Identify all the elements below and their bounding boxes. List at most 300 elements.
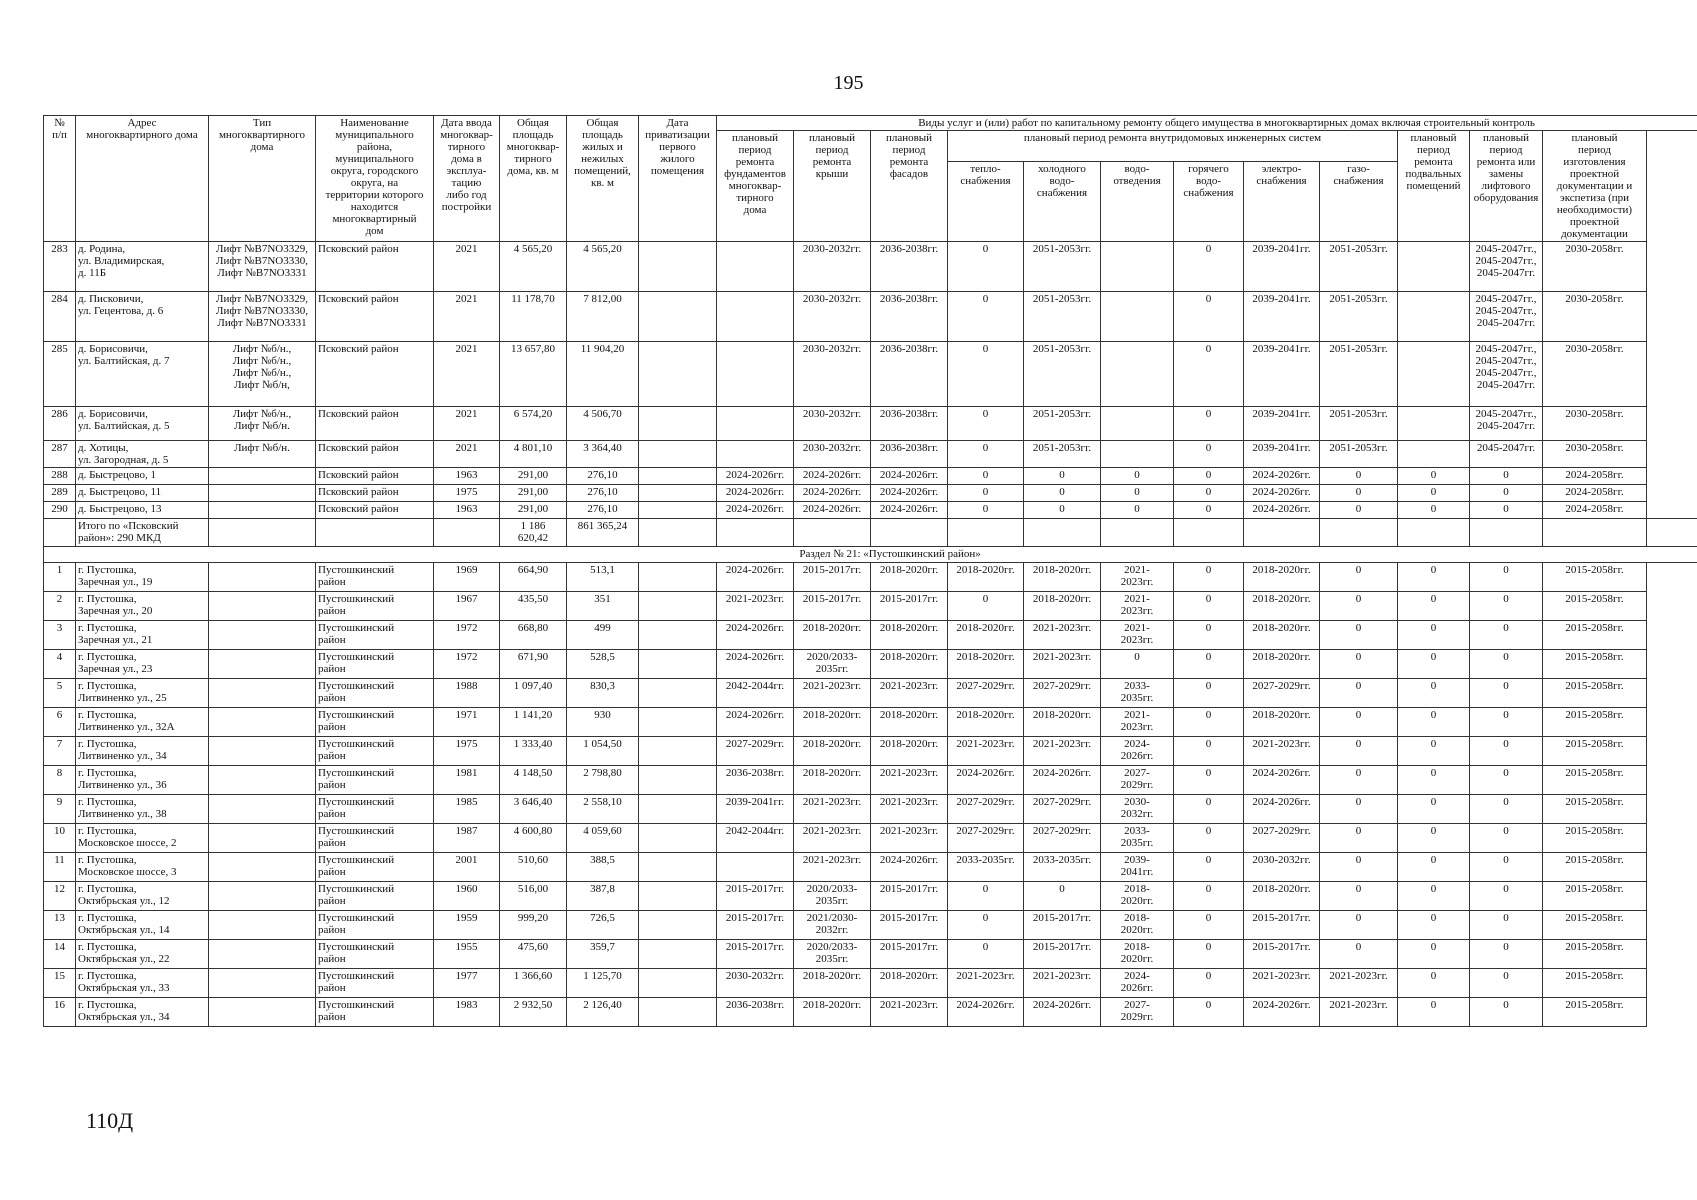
cell-sewer: [1101, 441, 1174, 468]
cell-district: Пустошкинский район: [316, 592, 434, 621]
cell-gas: 0: [1320, 737, 1398, 766]
cell-heat: 2018-2020гг.: [948, 563, 1024, 592]
cell-address: д. Хотицы, ул. Загородная, д. 5: [76, 441, 209, 468]
cell-privatization: [639, 468, 717, 485]
col-header-hot-water: горячего водо- снабжения: [1174, 161, 1244, 241]
cell-design-docs: 2024-2058гг.: [1543, 468, 1647, 485]
cell-house-type: [209, 650, 316, 679]
table-row: [44, 766, 1697, 795]
cell-year: 1985: [434, 795, 500, 824]
cell-district: Пустошкинский район: [316, 563, 434, 592]
cell-roof: 2020/2033- 2035гг.: [794, 650, 871, 679]
cell-district: Пустошкинский район: [316, 853, 434, 882]
cell-sewer: 2021- 2023гг.: [1101, 563, 1174, 592]
cell-foundation: 2024-2026гг.: [717, 468, 794, 485]
cell-roof: 2018-2020гг.: [794, 998, 871, 1027]
col-header-elevator: плановый период ремонта или замены лифтового оборудования: [1470, 131, 1543, 242]
cell-foundation: [717, 292, 794, 342]
cell-gas: 2021-2023гг.: [1320, 998, 1398, 1027]
cell-gas: 0: [1320, 485, 1398, 502]
cell-electric: 2018-2020гг.: [1244, 708, 1320, 737]
total-row: [44, 519, 1697, 547]
cell-number: 286: [44, 407, 76, 441]
cell-privatization: [639, 853, 717, 882]
cell-sewer: 2033- 2035гг.: [1101, 824, 1174, 853]
cell-heat: 0: [948, 485, 1024, 502]
cell-elevator: 0: [1470, 940, 1543, 969]
cell-design-docs: 2024-2058гг.: [1543, 485, 1647, 502]
cell-gas: 0: [1320, 679, 1398, 708]
cell-cold-water: 2033-2035гг.: [1024, 853, 1101, 882]
cell-area-living: 4 059,60: [567, 824, 639, 853]
cell-privatization: [639, 708, 717, 737]
cell-house-type: [209, 563, 316, 592]
cell-basement: 0: [1398, 766, 1470, 795]
table-row: [44, 468, 1697, 485]
cell-facade: 2018-2020гг.: [871, 650, 948, 679]
cell-area-living: 4 506,70: [567, 407, 639, 441]
cell-district: Псковский район: [316, 441, 434, 468]
cell-privatization: [639, 824, 717, 853]
cell-design-docs: 2015-2058гг.: [1543, 737, 1647, 766]
cell-number: 11: [44, 853, 76, 882]
cell-sewer: [1101, 292, 1174, 342]
cell-facade: 2021-2023гг.: [871, 824, 948, 853]
cell-design-docs: 2015-2058гг.: [1543, 563, 1647, 592]
cell-design-docs: 2015-2058гг.: [1543, 940, 1647, 969]
cell-gas: 0: [1320, 766, 1398, 795]
cell-electric: 2024-2026гг.: [1244, 468, 1320, 485]
cell-facade: 2036-2038гг.: [871, 407, 948, 441]
cell-area-living: 1 054,50: [567, 737, 639, 766]
cell-address: г. Пустошка, Октябрьская ул., 12: [76, 882, 209, 911]
cell-electric: 2018-2020гг.: [1244, 621, 1320, 650]
cell-gas: 0: [1320, 882, 1398, 911]
cell-address: д. Быстрецово, 11: [76, 485, 209, 502]
cell-roof: 2030-2032гг.: [794, 407, 871, 441]
cell-cold-water: 2051-2053гг.: [1024, 407, 1101, 441]
cell-facade: 2021-2023гг.: [871, 795, 948, 824]
cell-elevator: 0: [1470, 853, 1543, 882]
cell-elevator: 2045-2047гг.: [1470, 441, 1543, 468]
cell-hot-water: 0: [1174, 795, 1244, 824]
cell-facade: 2036-2038гг.: [871, 292, 948, 342]
cell-year: 2001: [434, 853, 500, 882]
cell-address: г. Пустошка, Литвиненко ул., 36: [76, 766, 209, 795]
cell-foundation: 2024-2026гг.: [717, 563, 794, 592]
col-header-area-living: Общая площадь жилых и нежилых помещений, кв. м: [567, 116, 639, 242]
pskov-rows: [44, 242, 1697, 519]
cell-area-living: 4 565,20: [567, 242, 639, 292]
cell-roof: 2018-2020гг.: [794, 766, 871, 795]
cell-area-total: 4 801,10: [500, 441, 567, 468]
cell-hot-water: 0: [1174, 592, 1244, 621]
cell-number: 3: [44, 621, 76, 650]
col-header-cold-water: холодного водо- снабжения: [1024, 161, 1101, 241]
cell-number: 1: [44, 563, 76, 592]
cell-year: 1983: [434, 998, 500, 1027]
cell-cold-water: 2021-2023гг.: [1024, 650, 1101, 679]
col-header-year: Дата ввода многоквар- тирного дома в эксплуа- тацию либо год постройки: [434, 116, 500, 242]
cell-heat: 2018-2020гг.: [948, 650, 1024, 679]
cell-year: 1977: [434, 969, 500, 998]
cell-privatization: [639, 998, 717, 1027]
cell-design-docs: 2015-2058гг.: [1543, 679, 1647, 708]
cell-gas: 0: [1320, 853, 1398, 882]
cell-facade: 2021-2023гг.: [871, 679, 948, 708]
cell-elevator: 0: [1470, 737, 1543, 766]
cell-district: Псковский район: [316, 407, 434, 441]
cell-house-type: Лифт №б/н., Лифт №б/н.: [209, 407, 316, 441]
cell-area-living: 930: [567, 708, 639, 737]
col-header-basement: плановый период ремонта подвальных помещений: [1398, 131, 1470, 242]
cell-design-docs: 2015-2058гг.: [1543, 650, 1647, 679]
cell-basement: [1398, 407, 1470, 441]
cell-hot-water: 0: [1174, 621, 1244, 650]
cell-district: Пустошкинский район: [316, 824, 434, 853]
cell-privatization: [639, 766, 717, 795]
cell-privatization: [639, 969, 717, 998]
cell-foundation: 2039-2041гг.: [717, 795, 794, 824]
cell-area-total: 4 148,50: [500, 766, 567, 795]
cell-area-total: 6 574,20: [500, 407, 567, 441]
cell-elevator: 0: [1470, 485, 1543, 502]
cell-foundation: 2015-2017гг.: [717, 882, 794, 911]
table-row: [44, 969, 1697, 998]
cell-cold-water: 0: [1024, 502, 1101, 519]
col-header-district: Наименование муниципального района, муниципального округа, городского округа, на территории которого находится многоквартирный дом: [316, 116, 434, 242]
cell-facade: 2024-2026гг.: [871, 853, 948, 882]
cell-hot-water: 0: [1174, 485, 1244, 502]
cell-house-type: Лифт №B7NO3329, Лифт №B7NO3330, Лифт №B7NO3331: [209, 292, 316, 342]
cell-elevator: 2045-2047гг., 2045-2047гг.: [1470, 407, 1543, 441]
cell-electric: 2015-2017гг.: [1244, 911, 1320, 940]
cell-year: 1981: [434, 766, 500, 795]
table-row: [44, 882, 1697, 911]
cell-electric: 2027-2029гг.: [1244, 679, 1320, 708]
cell-hot-water: 0: [1174, 242, 1244, 292]
section-title: Раздел № 21: «Пустошкинский район»: [44, 547, 1697, 563]
cell-facade: 2015-2017гг.: [871, 911, 948, 940]
cell-area-total: 1 097,40: [500, 679, 567, 708]
cell-address: г. Пустошка, Заречная ул., 20: [76, 592, 209, 621]
cell-hot-water: 0: [1174, 342, 1244, 407]
pskov-total: [44, 519, 1697, 563]
cell-gas: 2051-2053гг.: [1320, 242, 1398, 292]
cell-design-docs: 2024-2058гг.: [1543, 502, 1647, 519]
cell-area-living: 7 812,00: [567, 292, 639, 342]
cell-elevator: 0: [1470, 502, 1543, 519]
col-header-sewer: водо- отведения: [1101, 161, 1174, 241]
cell-basement: 0: [1398, 485, 1470, 502]
cell-cold-water: 2024-2026гг.: [1024, 998, 1101, 1027]
cell-district: Пустошкинский район: [316, 650, 434, 679]
cell-address: г. Пустошка, Октябрьская ул., 34: [76, 998, 209, 1027]
cell-design-docs: 2015-2058гг.: [1543, 998, 1647, 1027]
cell-year: 1971: [434, 708, 500, 737]
cell-design-docs: 2030-2058гг.: [1543, 242, 1647, 292]
cell-house-type: [209, 766, 316, 795]
cell-area-total: 291,00: [500, 468, 567, 485]
cell-heat: 2033-2035гг.: [948, 853, 1024, 882]
cell-gas: 2051-2053гг.: [1320, 407, 1398, 441]
cell-district: Псковский район: [316, 485, 434, 502]
cell-elevator: 2045-2047гг., 2045-2047гг., 2045-2047гг., 2045-2047гг.: [1470, 342, 1543, 407]
cell-number: 290: [44, 502, 76, 519]
cell-basement: 0: [1398, 592, 1470, 621]
table-row: [44, 998, 1697, 1027]
cell-gas: 0: [1320, 502, 1398, 519]
cell-foundation: 2024-2026гг.: [717, 502, 794, 519]
cell-area-living: 2 558,10: [567, 795, 639, 824]
cell-elevator: 0: [1470, 563, 1543, 592]
cell-foundation: 2036-2038гг.: [717, 998, 794, 1027]
cell-heat: 2018-2020гг.: [948, 708, 1024, 737]
cell-electric: 2018-2020гг.: [1244, 882, 1320, 911]
cell-year: 1963: [434, 468, 500, 485]
cell-facade: 2018-2020гг.: [871, 621, 948, 650]
cell-heat: 0: [948, 292, 1024, 342]
cell-number: 10: [44, 824, 76, 853]
cell-elevator: 0: [1470, 969, 1543, 998]
cell-district: Пустошкинский район: [316, 766, 434, 795]
cell-number: 9: [44, 795, 76, 824]
cell-area-living: 830,3: [567, 679, 639, 708]
cell-cold-water: 2051-2053гг.: [1024, 441, 1101, 468]
cell-number: 2: [44, 592, 76, 621]
cell-area-total: 4 565,20: [500, 242, 567, 292]
cell-hot-water: 0: [1174, 679, 1244, 708]
col-header-electric: электро- снабжения: [1244, 161, 1320, 241]
cell-roof: 2018-2020гг.: [794, 737, 871, 766]
section-row: [44, 547, 1697, 563]
cell-house-type: [209, 621, 316, 650]
cell-design-docs: 2030-2058гг.: [1543, 407, 1647, 441]
footer-mark: 110Д: [86, 1108, 134, 1133]
cell-heat: 2024-2026гг.: [948, 766, 1024, 795]
cell-heat: 2024-2026гг.: [948, 998, 1024, 1027]
cell-cold-water: 2027-2029гг.: [1024, 824, 1101, 853]
cell-basement: 0: [1398, 911, 1470, 940]
cell-basement: 0: [1398, 940, 1470, 969]
cell-roof: 2030-2032гг.: [794, 292, 871, 342]
cell-area-total: 664,90: [500, 563, 567, 592]
cell-heat: 2018-2020гг.: [948, 621, 1024, 650]
cell-area-total: 1 333,40: [500, 737, 567, 766]
cell-electric: 2021-2023гг.: [1244, 737, 1320, 766]
cell-area-living: 528,5: [567, 650, 639, 679]
cell-number: 289: [44, 485, 76, 502]
cell-address: д. Быстрецово, 1: [76, 468, 209, 485]
cell-roof: 2024-2026гг.: [794, 468, 871, 485]
table-row: [44, 708, 1697, 737]
cell-hot-water: 0: [1174, 292, 1244, 342]
cell-elevator: 0: [1470, 621, 1543, 650]
cell-number: 284: [44, 292, 76, 342]
cell-privatization: [639, 940, 717, 969]
cell-area-living: 513,1: [567, 563, 639, 592]
cell-address: г. Пустошка, Октябрьская ул., 22: [76, 940, 209, 969]
cell-heat: 0: [948, 940, 1024, 969]
cell-roof: 2030-2032гг.: [794, 342, 871, 407]
cell-gas: 2051-2053гг.: [1320, 342, 1398, 407]
cell-roof: 2018-2020гг.: [794, 621, 871, 650]
cell-elevator: 0: [1470, 468, 1543, 485]
cell-house-type: [209, 737, 316, 766]
cell-heat: 0: [948, 441, 1024, 468]
cell-cold-water: 2021-2023гг.: [1024, 737, 1101, 766]
cell-electric: 2039-2041гг.: [1244, 342, 1320, 407]
cell-year: 2021: [434, 407, 500, 441]
cell-sewer: 2021- 2023гг.: [1101, 592, 1174, 621]
header-row-1: [44, 116, 1697, 131]
cell-facade: 2021-2023гг.: [871, 998, 948, 1027]
cell-basement: 0: [1398, 824, 1470, 853]
cell-roof: 2020/2033- 2035гг.: [794, 882, 871, 911]
cell-sewer: [1101, 342, 1174, 407]
cell-house-type: [209, 708, 316, 737]
cell-year: 1969: [434, 563, 500, 592]
cell-gas: 0: [1320, 650, 1398, 679]
cell-heat: 2021-2023гг.: [948, 969, 1024, 998]
cell-foundation: 2027-2029гг.: [717, 737, 794, 766]
cell-basement: 0: [1398, 502, 1470, 519]
cell-hot-water: 0: [1174, 998, 1244, 1027]
cell-electric: 2021-2023гг.: [1244, 969, 1320, 998]
cell-gas: 2051-2053гг.: [1320, 292, 1398, 342]
cell-elevator: 0: [1470, 998, 1543, 1027]
cell-hot-water: 0: [1174, 407, 1244, 441]
cell-area-total: 4 600,80: [500, 824, 567, 853]
cell-cold-water: 0: [1024, 882, 1101, 911]
cell-privatization: [639, 485, 717, 502]
cell-sewer: [1101, 242, 1174, 292]
cell-cold-water: 2015-2017гг.: [1024, 940, 1101, 969]
cell-design-docs: 2030-2058гг.: [1543, 342, 1647, 407]
cell-foundation: 2015-2017гг.: [717, 911, 794, 940]
cell-address: д. Писковичи, ул. Гецентова, д. 6: [76, 292, 209, 342]
cell-privatization: [639, 563, 717, 592]
cell-basement: 0: [1398, 468, 1470, 485]
table-row: [44, 502, 1697, 519]
cell-cold-water: 0: [1024, 468, 1101, 485]
cell-privatization: [639, 621, 717, 650]
table-row: [44, 911, 1697, 940]
cell-roof: 2020/2033- 2035гг.: [794, 940, 871, 969]
table-row: [44, 342, 1697, 407]
cell-electric: 2024-2026гг.: [1244, 766, 1320, 795]
cell-heat: 0: [948, 592, 1024, 621]
cell-electric: 2018-2020гг.: [1244, 563, 1320, 592]
cell-foundation: 2024-2026гг.: [717, 621, 794, 650]
cell-electric: 2018-2020гг.: [1244, 592, 1320, 621]
cell-roof: 2015-2017гг.: [794, 563, 871, 592]
cell-district: Пустошкинский район: [316, 998, 434, 1027]
cell-area-living: 2 126,40: [567, 998, 639, 1027]
cell-basement: 0: [1398, 708, 1470, 737]
cell-sewer: 2018- 2020гг.: [1101, 882, 1174, 911]
col-header-privatization: Дата приватизации первого жилого помещения: [639, 116, 717, 242]
cell-year: 1987: [434, 824, 500, 853]
cell-gas: 0: [1320, 468, 1398, 485]
cell-roof: 2021-2023гг.: [794, 824, 871, 853]
cell-heat: 0: [948, 468, 1024, 485]
cell-year: 1988: [434, 679, 500, 708]
cell-district: Пустошкинский район: [316, 940, 434, 969]
cell-roof: 2015-2017гг.: [794, 592, 871, 621]
cell-number: 7: [44, 737, 76, 766]
cell-area-living: 387,8: [567, 882, 639, 911]
cell-hot-water: 0: [1174, 940, 1244, 969]
cell-privatization: [639, 242, 717, 292]
table-row: [44, 853, 1697, 882]
cell-address: г. Пустошка, Московское шоссе, 3: [76, 853, 209, 882]
cell-privatization: [639, 292, 717, 342]
cell-roof: 2018-2020гг.: [794, 708, 871, 737]
cell-heat: 0: [948, 502, 1024, 519]
cell-privatization: [639, 650, 717, 679]
cell-roof: 2030-2032гг.: [794, 441, 871, 468]
cell-district: Пустошкинский район: [316, 679, 434, 708]
table-row: [44, 940, 1697, 969]
cell-house-type: [209, 468, 316, 485]
cell-district: Пустошкинский район: [316, 621, 434, 650]
cell-cold-water: 2018-2020гг.: [1024, 563, 1101, 592]
cell-area-total: 999,20: [500, 911, 567, 940]
cell-year: 1972: [434, 650, 500, 679]
cell-facade: 2018-2020гг.: [871, 563, 948, 592]
cell-hot-water: 0: [1174, 650, 1244, 679]
cell-privatization: [639, 407, 717, 441]
col-header-area-total: Общая площадь многоквар- тирного дома, кв. м: [500, 116, 567, 242]
cell-foundation: [717, 407, 794, 441]
cell-basement: 0: [1398, 621, 1470, 650]
col-header-facade: плановый период ремонта фасадов: [871, 131, 948, 242]
cell-district: Псковский район: [316, 502, 434, 519]
cell-basement: 0: [1398, 969, 1470, 998]
cell-area-total: 1 366,60: [500, 969, 567, 998]
cell-privatization: [639, 737, 717, 766]
col-header-heat: тепло- снабжения: [948, 161, 1024, 241]
cell-hot-water: 0: [1174, 468, 1244, 485]
cell-roof: 2018-2020гг.: [794, 969, 871, 998]
cell-electric: 2024-2026гг.: [1244, 998, 1320, 1027]
cell-cold-water: 2018-2020гг.: [1024, 592, 1101, 621]
cell-cold-water: 2027-2029гг.: [1024, 679, 1101, 708]
cell-design-docs: 2015-2058гг.: [1543, 969, 1647, 998]
cell-gas: 0: [1320, 795, 1398, 824]
cell-electric: 2024-2026гг.: [1244, 502, 1320, 519]
table-row: [44, 242, 1697, 292]
cell-foundation: 2024-2026гг.: [717, 485, 794, 502]
total-area-total: 1 186 620,42: [500, 519, 567, 547]
cell-address: г. Пустошка, Заречная ул., 21: [76, 621, 209, 650]
cell-house-type: [209, 882, 316, 911]
cell-elevator: 0: [1470, 824, 1543, 853]
cell-facade: 2036-2038гг.: [871, 342, 948, 407]
cell-area-living: 499: [567, 621, 639, 650]
cell-electric: 2039-2041гг.: [1244, 242, 1320, 292]
cell-foundation: 2030-2032гг.: [717, 969, 794, 998]
cell-area-total: 435,50: [500, 592, 567, 621]
cell-elevator: 0: [1470, 679, 1543, 708]
table-row: [44, 441, 1697, 468]
page-number: 195: [833, 72, 864, 94]
cell-year: 1960: [434, 882, 500, 911]
cell-design-docs: 2015-2058гг.: [1543, 795, 1647, 824]
cell-basement: 0: [1398, 563, 1470, 592]
cell-heat: 2027-2029гг.: [948, 795, 1024, 824]
